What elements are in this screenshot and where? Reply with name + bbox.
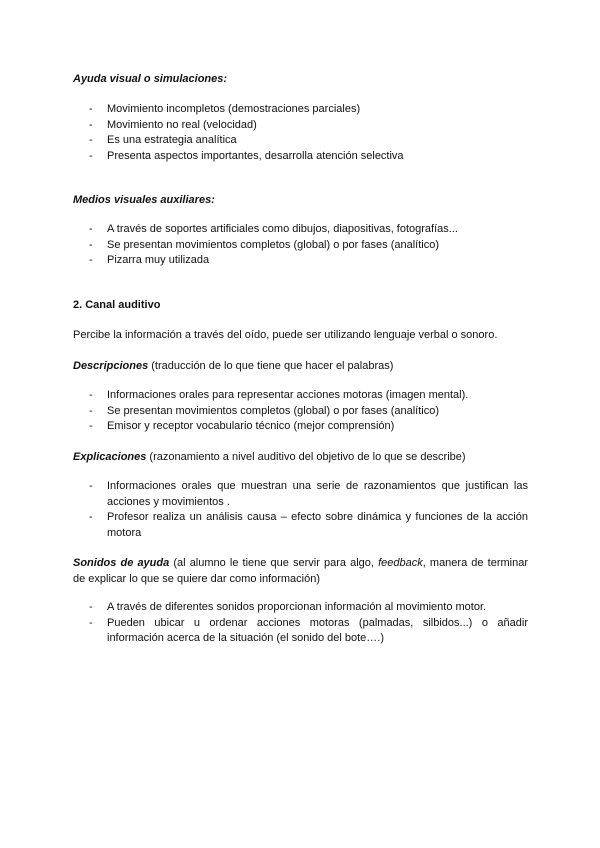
medios-visuales-list-wrap: [73, 222, 528, 269]
section-medios-visuales: [73, 193, 528, 208]
list-item: - Emisor y receptor vocabulario técnico (mejor comprensión): [89, 420, 395, 432]
term: Descripciones: [73, 360, 149, 372]
descripciones-list-wrap: [73, 388, 528, 435]
sonidos-paragraph: Sonidos de ayuda (al alumno le tiene que servir para algo, feedback, manera de terminar de explicar lo que se quiere dar como información): [73, 557, 528, 585]
list-item: - Movimiento incompletos (demostraciones parciales): [89, 103, 361, 115]
term: Explicaciones: [73, 451, 147, 463]
explicaciones-paragraph: Explicaciones (razonamiento a nivel auditivo del objetivo de lo que se describe): [73, 451, 466, 463]
medios-visuales-list: [73, 222, 528, 269]
canal-intro-wrap: [73, 328, 528, 344]
list-item: - Presenta aspectos importantes, desarrolla atención selectiva: [89, 149, 404, 162]
list-item: - Informaciones orales que muestran una serie de razonamientos que justifican las acciones y movimientos .: [89, 480, 528, 508]
section-canal-auditivo: [73, 298, 528, 313]
section-heading: 2. Canal auditivo: [73, 299, 161, 311]
sonidos-list: [73, 600, 528, 647]
feedback-word: feedback: [378, 557, 423, 569]
list-item: - Es una estrategia analítica: [89, 134, 237, 146]
list-item: - Se presentan movimientos completos (global) o por fases (analítico): [89, 404, 439, 417]
explicaciones-list: [73, 479, 528, 541]
section-heading: Ayuda visual o simulaciones:: [73, 73, 228, 85]
ayuda-visual-list: [73, 102, 528, 164]
intro-paragraph: Percibe la información a través del oído, puede ser utilizando lenguaje verbal o sonoro.: [73, 329, 498, 341]
list-item: - Se presentan movimientos completos (global) o por fases (analítico): [89, 238, 439, 251]
section-ayuda-visual: [73, 72, 528, 87]
list-item: - Movimiento no real (velocidad): [89, 118, 257, 131]
section-heading: Medios visuales auxiliares:: [73, 194, 215, 206]
list-item: - Pueden ubicar u ordenar acciones motoras (palmadas, silbidos...) o añadir información acerca de la situación (el sonido del bote….): [89, 616, 528, 644]
list-item: - A través de diferentes sonidos proporcionan información al movimiento motor.: [89, 601, 487, 613]
list-item: - A través de soportes artificiales como dibujos, diapositivas, fotografías...: [89, 223, 458, 235]
descripciones-paragraph: Descripciones (traducción de lo que tiene que hacer el palabras): [73, 360, 394, 372]
ayuda-visual-list-wrap: [73, 102, 528, 164]
list-item: - Informaciones orales para representar acciones motoras (imagen mental).: [89, 389, 469, 401]
descripciones-list: [73, 388, 528, 435]
explicaciones-list-wrap: [73, 479, 528, 541]
term: Sonidos de ayuda: [73, 557, 170, 569]
list-item: - Pizarra muy utilizada: [89, 254, 210, 266]
list-item: - Profesor realiza un análisis causa – efecto sobre dinámica y funciones de la acción motora: [89, 511, 528, 539]
sonidos-list-wrap: [73, 600, 528, 647]
